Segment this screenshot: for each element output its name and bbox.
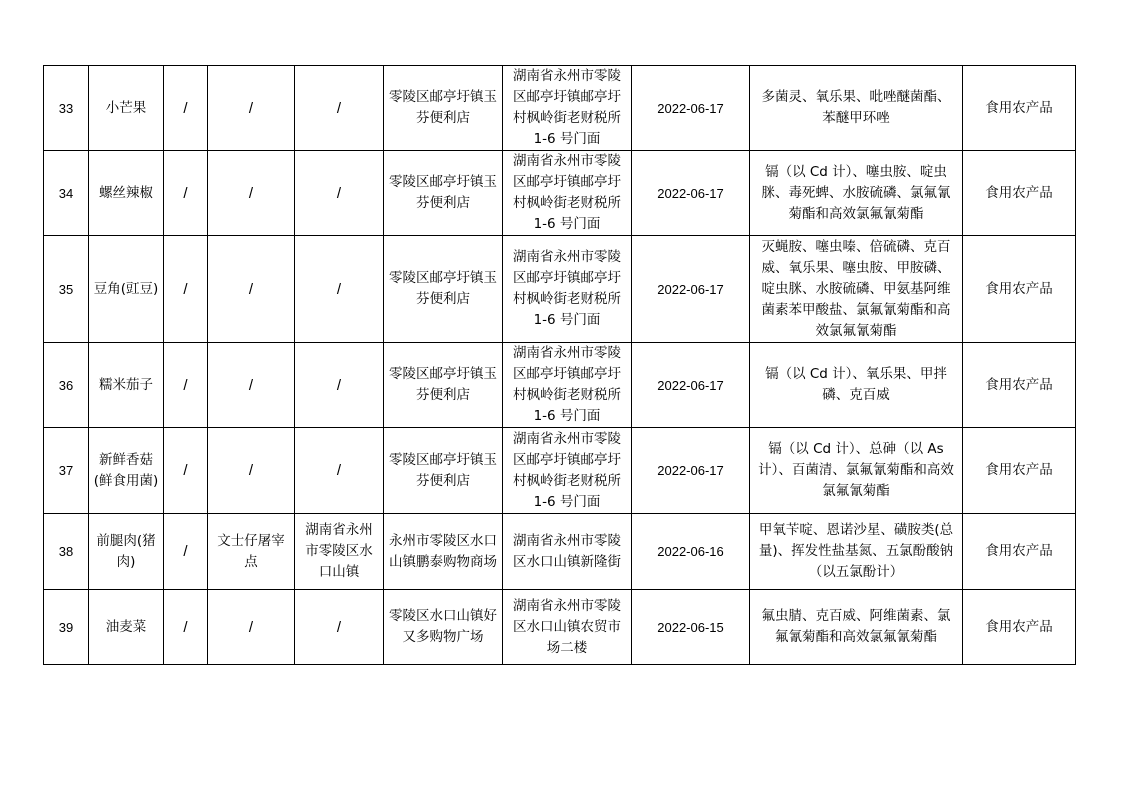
row-number: 33	[44, 66, 89, 151]
food-category: 食用农产品	[963, 151, 1076, 236]
producer-name: /	[164, 590, 208, 665]
food-category: 食用农产品	[963, 590, 1076, 665]
food-category: 食用农产品	[963, 343, 1076, 428]
sampling-date: 2022-06-16	[632, 514, 750, 590]
producer-address: 文士仔屠宰点	[208, 514, 295, 590]
row-number: 37	[44, 428, 89, 514]
sample-name: 豆角(豇豆)	[89, 236, 164, 343]
sample-name: 前腿肉(猪肉)	[89, 514, 164, 590]
sampling-date: 2022-06-17	[632, 151, 750, 236]
sample-name: 小芒果	[89, 66, 164, 151]
table-row	[44, 514, 1076, 590]
sample-name: 螺丝辣椒	[89, 151, 164, 236]
producer-name: /	[164, 236, 208, 343]
food-category: 食用农产品	[963, 428, 1076, 514]
sample-name: 油麦菜	[89, 590, 164, 665]
producer-address: /	[208, 428, 295, 514]
producer-name: /	[164, 151, 208, 236]
food-category: 食用农产品	[963, 66, 1076, 151]
producer-location: 湖南省永州市零陵区水口山镇	[295, 514, 384, 590]
test-items: 甲氧苄啶、恩诺沙星、磺胺类(总量)、挥发性盐基氮、五氯酚酸钠（以五氯酚计）	[750, 514, 963, 590]
row-number: 34	[44, 151, 89, 236]
sampling-date: 2022-06-17	[632, 428, 750, 514]
seller-name: 零陵区邮亭圩镇玉芬便利店	[384, 343, 503, 428]
producer-name: /	[164, 514, 208, 590]
food-category: 食用农产品	[963, 514, 1076, 590]
seller-address: 湖南省永州市零陵区邮亭圩镇邮亭圩村枫岭街老财税所 1-6 号门面	[503, 428, 632, 514]
table-row	[44, 590, 1076, 665]
producer-location: /	[295, 590, 384, 665]
seller-address: 湖南省永州市零陵区邮亭圩镇邮亭圩村枫岭街老财税所 1-6 号门面	[503, 66, 632, 151]
producer-address: /	[208, 590, 295, 665]
row-number: 38	[44, 514, 89, 590]
producer-address: /	[208, 66, 295, 151]
table-row	[44, 428, 1076, 514]
producer-name: /	[164, 428, 208, 514]
table-row	[44, 343, 1076, 428]
producer-location: /	[295, 151, 384, 236]
producer-location: /	[295, 236, 384, 343]
table-row	[44, 236, 1076, 343]
sampling-date: 2022-06-17	[632, 343, 750, 428]
seller-name: 零陵区水口山镇好又多购物广场	[384, 590, 503, 665]
seller-name: 永州市零陵区水口山镇鹏泰购物商场	[384, 514, 503, 590]
seller-address: 湖南省永州市零陵区邮亭圩镇邮亭圩村枫岭街老财税所 1-6 号门面	[503, 343, 632, 428]
row-number: 39	[44, 590, 89, 665]
row-number: 35	[44, 236, 89, 343]
producer-location: /	[295, 343, 384, 428]
sample-name: 新鲜香菇(鲜食用菌)	[89, 428, 164, 514]
test-items: 镉（以 Cd 计）、氧乐果、甲拌磷、克百威	[750, 343, 963, 428]
sampling-date: 2022-06-17	[632, 236, 750, 343]
sampling-date: 2022-06-15	[632, 590, 750, 665]
seller-name: 零陵区邮亭圩镇玉芬便利店	[384, 66, 503, 151]
test-items: 氟虫腈、克百威、阿维菌素、氯氟氰菊酯和高效氯氟氰菊酯	[750, 590, 963, 665]
producer-location: /	[295, 66, 384, 151]
sample-name: 糯米茄子	[89, 343, 164, 428]
producer-name: /	[164, 343, 208, 428]
producer-address: /	[208, 343, 295, 428]
seller-address: 湖南省永州市零陵区水口山镇新隆街	[503, 514, 632, 590]
row-number: 36	[44, 343, 89, 428]
producer-name: /	[164, 66, 208, 151]
seller-address: 湖南省永州市零陵区水口山镇农贸市场二楼	[503, 590, 632, 665]
test-items: 镉（以 Cd 计）、噻虫胺、啶虫脒、毒死蜱、水胺硫磷、氯氟氰菊酯和高效氯氟氰菊酯	[750, 151, 963, 236]
test-items: 镉（以 Cd 计）、总砷（以 As 计）、百菌清、氯氟氰菊酯和高效氯氟氰菊酯	[750, 428, 963, 514]
test-items: 多菌灵、氧乐果、吡唑醚菌酯、苯醚甲环唑	[750, 66, 963, 151]
table-row	[44, 66, 1076, 151]
table-row	[44, 151, 1076, 236]
producer-address: /	[208, 236, 295, 343]
seller-address: 湖南省永州市零陵区邮亭圩镇邮亭圩村枫岭街老财税所 1-6 号门面	[503, 236, 632, 343]
test-items: 灭蝇胺、噻虫嗪、倍硫磷、克百威、氧乐果、噻虫胺、甲胺磷、啶虫脒、水胺硫磷、甲氨基阿维菌素苯甲酸盐、氯氟氰菊酯和高效氯氟氰菊酯	[750, 236, 963, 343]
seller-name: 零陵区邮亭圩镇玉芬便利店	[384, 428, 503, 514]
sampling-date: 2022-06-17	[632, 66, 750, 151]
seller-name: 零陵区邮亭圩镇玉芬便利店	[384, 236, 503, 343]
seller-name: 零陵区邮亭圩镇玉芬便利店	[384, 151, 503, 236]
producer-location: /	[295, 428, 384, 514]
producer-address: /	[208, 151, 295, 236]
sampling-results-table	[43, 65, 1076, 665]
seller-address: 湖南省永州市零陵区邮亭圩镇邮亭圩村枫岭街老财税所 1-6 号门面	[503, 151, 632, 236]
food-category: 食用农产品	[963, 236, 1076, 343]
